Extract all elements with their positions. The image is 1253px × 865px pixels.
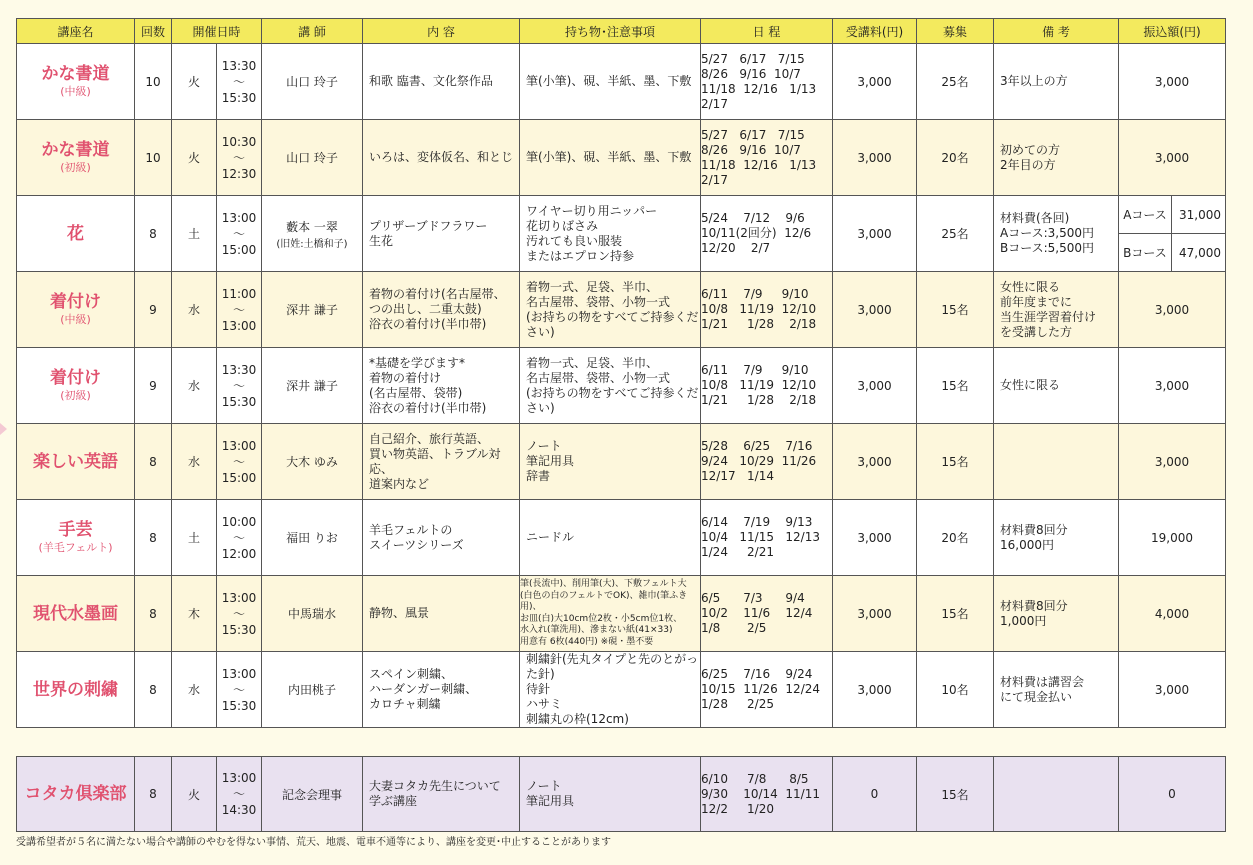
course-datetime — [172, 120, 262, 196]
course-datetime — [172, 500, 262, 576]
course-content: *基礎を学びます* 着物の着付け (名古屋帯、袋帯) 浴衣の着付け(半巾帯) — [363, 348, 520, 424]
course-time: 13:00 ～ 15:30 — [221, 590, 257, 637]
course-quota: 25名 — [917, 44, 994, 120]
course-teacher-cell — [262, 44, 363, 120]
course-row — [17, 44, 1226, 120]
course-schedule: 6/14 7/19 9/13 10/4 11/15 12/13 1/24 2/21 — [701, 500, 833, 576]
course-remarks: 材料費8回分 16,000円 — [994, 500, 1119, 576]
course-teacher-cell — [262, 196, 363, 272]
course-time: 13:30 ～ 15:30 — [221, 362, 257, 409]
course-fee: 3,000 — [833, 500, 917, 576]
club-remarks — [994, 757, 1119, 832]
header-quota: 募集 — [917, 19, 994, 44]
course-level: (中級) — [60, 312, 91, 326]
transfer-option-label: Aコース — [1119, 196, 1172, 233]
course-teacher: 大木 ゆみ — [286, 455, 338, 469]
header-teacher: 講 師 — [262, 19, 363, 44]
course-schedule: 5/27 6/17 7/15 8/26 9/16 10/7 11/18 12/16 1/13 2/17 — [701, 44, 833, 120]
course-name: 花 — [67, 223, 84, 244]
course-row — [17, 272, 1226, 348]
course-schedule: 5/28 6/25 7/16 9/24 10/29 11/26 12/17 1/14 — [701, 424, 833, 500]
page-edge-marker — [0, 423, 7, 435]
course-time: 10:30 ～ 12:30 — [221, 134, 257, 181]
course-content: 羊毛フェルトの スイーツシリーズ — [363, 500, 520, 576]
course-transfer: 3,000 — [1119, 272, 1226, 348]
course-items: 筆(長流中)、削用筆(大)、下敷フェルト大 (白色の白のフェルトでOK)、雑巾(筆ふき用)、 お皿(白)大10cm位2枚・小5cm位1枚、 水入れ(筆洗用)、滲まない紙(41×33) 用意有 6枚(440円) ※硯・墨不要 — [520, 576, 701, 652]
course-quota: 25名 — [917, 196, 994, 272]
course-level: (初級) — [60, 388, 91, 402]
course-quota: 20名 — [917, 500, 994, 576]
course-schedule: 6/11 7/9 9/10 10/8 11/19 12/10 1/21 1/28 2/18 — [701, 348, 833, 424]
transfer-option-amount: 31,000 — [1179, 207, 1221, 222]
course-fee: 3,000 — [833, 348, 917, 424]
course-count: 8 — [135, 196, 172, 272]
course-name-cell — [17, 44, 135, 120]
course-row — [17, 196, 1226, 272]
club-teacher: 記念会理事 — [262, 757, 363, 832]
course-name-cell — [17, 348, 135, 424]
course-day: 木 — [172, 576, 217, 651]
course-fee: 3,000 — [833, 272, 917, 348]
course-count: 9 — [135, 348, 172, 424]
course-content: いろは、変体仮名、和とじ — [363, 120, 520, 196]
course-row — [17, 348, 1226, 424]
course-count: 8 — [135, 500, 172, 576]
club-quota: 15名 — [917, 757, 994, 832]
course-fee: 3,000 — [833, 120, 917, 196]
course-remarks: 女性に限る — [994, 348, 1119, 424]
course-content: プリザーブドフラワー 生花 — [363, 196, 520, 272]
club-name: コタカ倶楽部 — [24, 784, 127, 804]
course-time: 13:00 ～ 15:00 — [221, 438, 257, 485]
course-items: 着物一式、足袋、半巾、 名古屋帯、袋帯、小物一式 (お持ちの物をすべてご持参ください) — [520, 348, 701, 424]
course-name-cell — [17, 272, 135, 348]
course-remarks: 初めての方 2年目の方 — [994, 120, 1119, 196]
course-remarks: 材料費は講習会 にて現金払い — [994, 652, 1119, 728]
course-fee: 3,000 — [833, 196, 917, 272]
course-name-cell — [17, 576, 135, 652]
course-table — [16, 18, 1226, 728]
course-teacher: 福田 りお — [286, 531, 338, 545]
course-count: 10 — [135, 44, 172, 120]
course-teacher-cell — [262, 424, 363, 500]
course-time: 13:30 ～ 15:30 — [221, 58, 257, 105]
course-schedule: 6/11 7/9 9/10 10/8 11/19 12/10 1/21 1/28 2/18 — [701, 272, 833, 348]
course-level: (羊毛フェルト) — [38, 540, 113, 554]
course-remarks: 女性に限る 前年度までに 当生涯学習着付け を受講した方 — [994, 272, 1119, 348]
header-row — [17, 19, 1226, 44]
course-name: 現代水墨画 — [33, 603, 118, 624]
course-datetime — [172, 348, 262, 424]
club-day: 火 — [172, 757, 217, 832]
course-quota: 15名 — [917, 348, 994, 424]
course-time: 11:00 ～ 13:00 — [221, 286, 257, 333]
header-remarks: 備 考 — [994, 19, 1119, 44]
course-items: ワイヤー切り用ニッパー 花切りばさみ 汚れても良い服装 またはエプロン持参 — [520, 196, 701, 272]
course-quota: 10名 — [917, 652, 994, 728]
course-teacher-cell — [262, 500, 363, 576]
course-name-cell — [17, 652, 135, 728]
club-fee: 0 — [833, 757, 917, 832]
course-time: 10:00 ～ 12:00 — [221, 514, 257, 561]
course-quota: 15名 — [917, 424, 994, 500]
club-table — [16, 756, 1226, 832]
course-row — [17, 500, 1226, 576]
course-transfer: 3,000 — [1119, 120, 1226, 196]
course-count: 8 — [135, 576, 172, 652]
transfer-option — [1119, 196, 1225, 234]
course-name: 着付け — [50, 367, 101, 388]
course-row — [17, 576, 1226, 652]
course-items: 刺繍針(先丸タイプと先のとがった針) 待針 ハサミ 刺繍丸の枠(12cm) — [520, 652, 701, 728]
course-count: 8 — [135, 424, 172, 500]
course-teacher-cell — [262, 652, 363, 728]
course-transfer: 19,000 — [1119, 500, 1226, 576]
course-remarks: 3年以上の方 — [994, 44, 1119, 120]
course-content: スペイン刺繍、 ハーダンガー刺繍、 カロチャ刺繍 — [363, 652, 520, 728]
club-items: ノート 筆記用具 — [520, 757, 701, 832]
course-teacher-cell — [262, 348, 363, 424]
header-fee: 受講料(円) — [833, 19, 917, 44]
course-quota: 20名 — [917, 120, 994, 196]
course-name: 世界の刺繍 — [33, 679, 118, 700]
transfer-option-label: Bコース — [1119, 234, 1172, 271]
footnote: 受講希望者が５名に満たない場合や講師のやむを得ない事情、荒天、地震、電車不通等により、講座を変更･中止することがあります — [16, 837, 611, 848]
course-remarks — [994, 424, 1119, 500]
course-level: (初級) — [60, 160, 91, 174]
course-teacher: 内田桃子 — [287, 683, 336, 697]
course-schedule: 5/27 6/17 7/15 8/26 9/16 10/7 11/18 12/16 1/13 2/17 — [701, 120, 833, 196]
course-items: 筆(小筆)、硯、半紙、墨、下敷 — [520, 120, 701, 196]
course-day: 火 — [172, 120, 217, 195]
course-count: 9 — [135, 272, 172, 348]
course-row — [17, 652, 1226, 728]
club-count: 8 — [135, 757, 172, 832]
course-name: かな書道 — [41, 63, 110, 84]
course-name-cell — [17, 424, 135, 500]
course-remarks: 材料費8回分 1,000円 — [994, 576, 1119, 652]
course-name: かな書道 — [41, 139, 110, 160]
course-transfer-options — [1119, 196, 1226, 272]
course-datetime — [172, 44, 262, 120]
club-schedule: 6/10 7/8 8/5 9/30 10/14 11/11 12/2 1/20 — [701, 757, 833, 832]
course-teacher: 山口 玲子 — [286, 75, 338, 89]
club-transfer: 0 — [1119, 757, 1226, 832]
course-time: 13:00 ～ 15:00 — [221, 210, 257, 257]
header-transfer: 振込額(円) — [1119, 19, 1226, 44]
header-schedule: 日 程 — [701, 19, 833, 44]
club-time: 13:00 ～ 14:30 — [217, 757, 262, 832]
course-items: 筆(小筆)、硯、半紙、墨、下敷 — [520, 44, 701, 120]
header-course-name: 講座名 — [17, 19, 135, 44]
course-fee: 3,000 — [833, 44, 917, 120]
course-level: (中級) — [60, 84, 91, 98]
course-fee: 3,000 — [833, 576, 917, 652]
course-row — [17, 120, 1226, 196]
course-teacher: 藪本 一翠 — [286, 219, 338, 234]
course-teacher: 深井 謙子 — [286, 379, 338, 393]
course-day: 水 — [172, 424, 217, 499]
course-day: 火 — [172, 44, 217, 119]
course-teacher: 深井 謙子 — [286, 303, 338, 317]
club-row — [17, 757, 1226, 832]
course-day: 水 — [172, 272, 217, 347]
course-transfer: 4,000 — [1119, 576, 1226, 652]
course-teacher-note: (旧姓:土橋和子) — [276, 238, 348, 250]
course-schedule: 6/5 7/3 9/4 10/2 11/6 12/4 1/8 2/5 — [701, 576, 833, 652]
course-teacher: 山口 玲子 — [286, 151, 338, 165]
course-teacher-cell — [262, 120, 363, 196]
course-row — [17, 424, 1226, 500]
course-schedule: 5/24 7/12 9/6 10/11(2回分) 12/6 12/20 2/7 — [701, 196, 833, 272]
course-name-cell — [17, 196, 135, 272]
course-content: 和歌 臨書、文化祭作品 — [363, 44, 520, 120]
transfer-option — [1119, 234, 1225, 271]
course-name: 着付け — [50, 291, 101, 312]
course-day: 水 — [172, 652, 217, 727]
course-fee: 3,000 — [833, 652, 917, 728]
course-teacher-cell — [262, 272, 363, 348]
course-name: 楽しい英語 — [33, 451, 118, 472]
course-transfer: 3,000 — [1119, 348, 1226, 424]
course-day: 土 — [172, 500, 217, 575]
course-teacher-cell — [262, 576, 363, 652]
header-content: 内 容 — [363, 19, 520, 44]
course-name-cell — [17, 500, 135, 576]
course-name: 手芸 — [58, 519, 93, 540]
course-remarks: 材料費(各回) Aコース:3,500円 Bコース:5,500円 — [994, 196, 1119, 272]
transfer-option-amount: 47,000 — [1179, 245, 1221, 260]
course-schedule: 6/25 7/16 9/24 10/15 11/26 12/24 1/28 2/25 — [701, 652, 833, 728]
course-datetime — [172, 576, 262, 652]
course-transfer: 3,000 — [1119, 652, 1226, 728]
course-transfer: 3,000 — [1119, 424, 1226, 500]
course-count: 10 — [135, 120, 172, 196]
header-datetime: 開催日時 — [172, 19, 262, 44]
course-day: 土 — [172, 196, 217, 271]
course-datetime — [172, 652, 262, 728]
club-content: 大妻コタカ先生について 学ぶ講座 — [363, 757, 520, 832]
course-items: 着物一式、足袋、半巾、 名古屋帯、袋帯、小物一式 (お持ちの物をすべてご持参ください) — [520, 272, 701, 348]
course-fee: 3,000 — [833, 424, 917, 500]
header-items: 持ち物･注意事項 — [520, 19, 701, 44]
course-content: 自己紹介、旅行英語、 買い物英語、トラブル対応、 道案内など — [363, 424, 520, 500]
course-transfer: 3,000 — [1119, 44, 1226, 120]
club-name-cell — [17, 757, 135, 832]
course-time: 13:00 ～ 15:30 — [221, 666, 257, 713]
course-name-cell — [17, 120, 135, 196]
course-items: ノート 筆記用具 辞書 — [520, 424, 701, 500]
course-content: 静物、風景 — [363, 576, 520, 652]
course-items: ニードル — [520, 500, 701, 576]
course-day: 水 — [172, 348, 217, 423]
course-datetime — [172, 424, 262, 500]
course-schedule — [16, 18, 1225, 832]
course-teacher: 中馬瑞水 — [287, 607, 336, 621]
header-count: 回数 — [135, 19, 172, 44]
course-quota: 15名 — [917, 272, 994, 348]
course-datetime — [172, 196, 262, 272]
course-count: 8 — [135, 652, 172, 728]
course-quota: 15名 — [917, 576, 994, 652]
course-datetime — [172, 272, 262, 348]
course-content: 着物の着付け(名古屋帯、 つの出し、二重太鼓) 浴衣の着付け(半巾帯) — [363, 272, 520, 348]
